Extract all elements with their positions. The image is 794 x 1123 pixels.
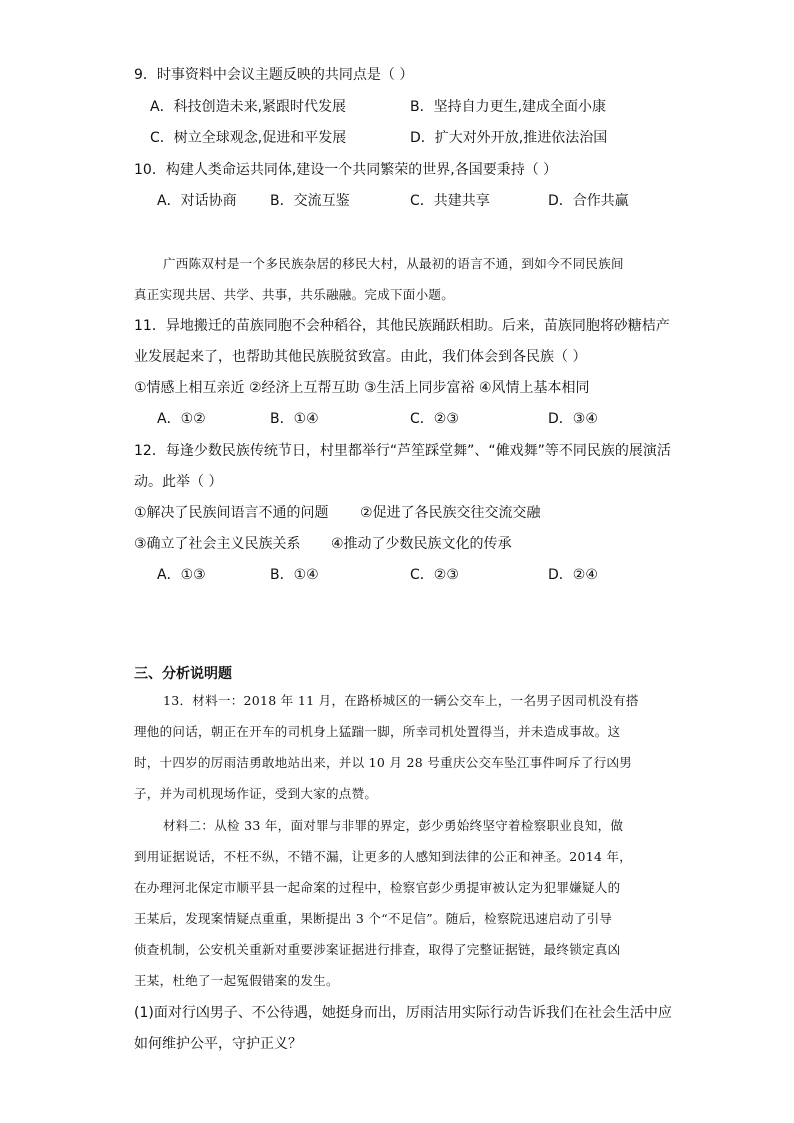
q9-stem: 9．时事资料中会议主题反映的共同点是（ ） (134, 67, 414, 83)
q10-option-c: C．共建共享 (410, 193, 490, 209)
q11-option-d: D．③④ (548, 411, 598, 427)
q10-option-d: D．合作共赢 (548, 193, 629, 209)
q9-option-b: B．坚持自力更生,建成全面小康 (410, 99, 607, 115)
q12-stem-2: 动。此举（ ） (134, 474, 223, 490)
q13-m1-line-1: 13．材料一：2018 年 11 月，在路桥城区的一辆公交车上，一名男子因司机没有搭 (163, 693, 639, 708)
q11-stem-1: 11．异地搬迁的苗族同胞不会种稻谷，其他民族踊跃相助。后来，苗族同胞将砂糖桔产 (134, 318, 670, 334)
q11-option-b: B．①④ (270, 411, 319, 427)
q13-sub1-line-1: (1)面对行凶男子、不公待遇，她挺身而出，厉雨洁用实际行动告诉我们在社会生活中应 (134, 1005, 672, 1021)
q12-statement-2: ②促进了各民族交往交流交融 (360, 505, 541, 521)
q12-option-d: D．②④ (548, 567, 598, 583)
q11-stem-2: 业发展起来了，也帮助其他民族脱贫致富。由此，我们体会到各民族（ ） (134, 349, 587, 365)
q10-option-b: B．交流互鉴 (270, 193, 350, 209)
q12-stem-1: 12．每逢少数民族传统节日，村里都举行“芦笙踩堂舞”、“傩戏舞”等不同民族的展演活 (134, 443, 671, 459)
q12-option-b: B．①④ (270, 567, 319, 583)
q9-option-d: D．扩大对外开放,推进依法治国 (410, 130, 608, 146)
q13-m1-line-2: 理他的问话，朝正在开车的司机身上猛踹一脚，所幸司机处置得当，并未造成事故。这 (134, 724, 621, 739)
q12-option-a: A．①③ (157, 567, 206, 583)
q11-statements: ①情感上相互亲近 ②经济上互帮互助 ③生活上同步富裕 ④风情上基本相同 (134, 380, 590, 396)
intro-line-1: 广西陈双村是一个多民族杂居的移民大村，从最初的语言不通，到如今不同民族间 (163, 256, 624, 271)
q12-statement-3: ③确立了社会主义民族关系 (134, 536, 301, 552)
q9-option-a: A．科技创造未来,紧跟时代发展 (150, 99, 347, 115)
q13-m1-line-4: 子，并为司机现场作证，受到大家的点赞。 (134, 786, 378, 801)
q9-option-c: C．树立全球观念,促进和平发展 (150, 130, 347, 146)
q13-m2-line-5: 侦查机制，公安机关重新对重要涉案证据进行排查，取得了完整证据链，最终锁定真凶 (134, 942, 621, 957)
intro-line-2: 真正实现共居、共学、共事，共乐融融。完成下面小题。 (134, 287, 455, 302)
q10-option-a: A．对话协商 (157, 193, 237, 209)
q10-stem: 10．构建人类命运共同体,建设一个共同繁荣的世界,各国要秉持（ ） (134, 162, 558, 178)
q11-option-a: A．①② (157, 411, 206, 427)
q13-m2-line-4: 王某后，发现案情疑点重重，果断提出 3 个“不足信”。随后，检察院迅速启动了引导 (134, 911, 613, 926)
q13-m2-line-3: 在办理河北保定市顺平县一起命案的过程中，检察官彭少勇提审被认定为犯罪嫌疑人的 (134, 880, 621, 895)
q13-m2-line-6: 王某，杜绝了一起冤假错案的发生。 (134, 973, 339, 988)
q11-option-c: C．②③ (410, 411, 459, 427)
section-title: 三、分析说明题 (134, 666, 232, 682)
q12-statement-1: ①解决了民族间语言不通的问题 (134, 505, 329, 521)
q12-option-c: C．②③ (410, 567, 459, 583)
q13-m2-line-1: 材料二：从检 33 年，面对罪与非罪的界定，彭少勇始终坚守着检察职业良知，做 (163, 818, 624, 833)
q13-m2-line-2: 到用证据说话，不枉不纵，不错不漏，让更多的人感知到法律的公正和神圣。2014 年， (134, 849, 633, 864)
q13-m1-line-3: 时，十四岁的厉雨洁勇敢地站出来，并以 10 月 28 号重庆公交车坠江事件呵斥了行凶男 (134, 755, 633, 770)
q12-statement-4: ④推动了少数民族文化的传承 (331, 536, 512, 552)
q13-sub1-line-2: 如何维护公平，守护正义？ (134, 1036, 302, 1052)
